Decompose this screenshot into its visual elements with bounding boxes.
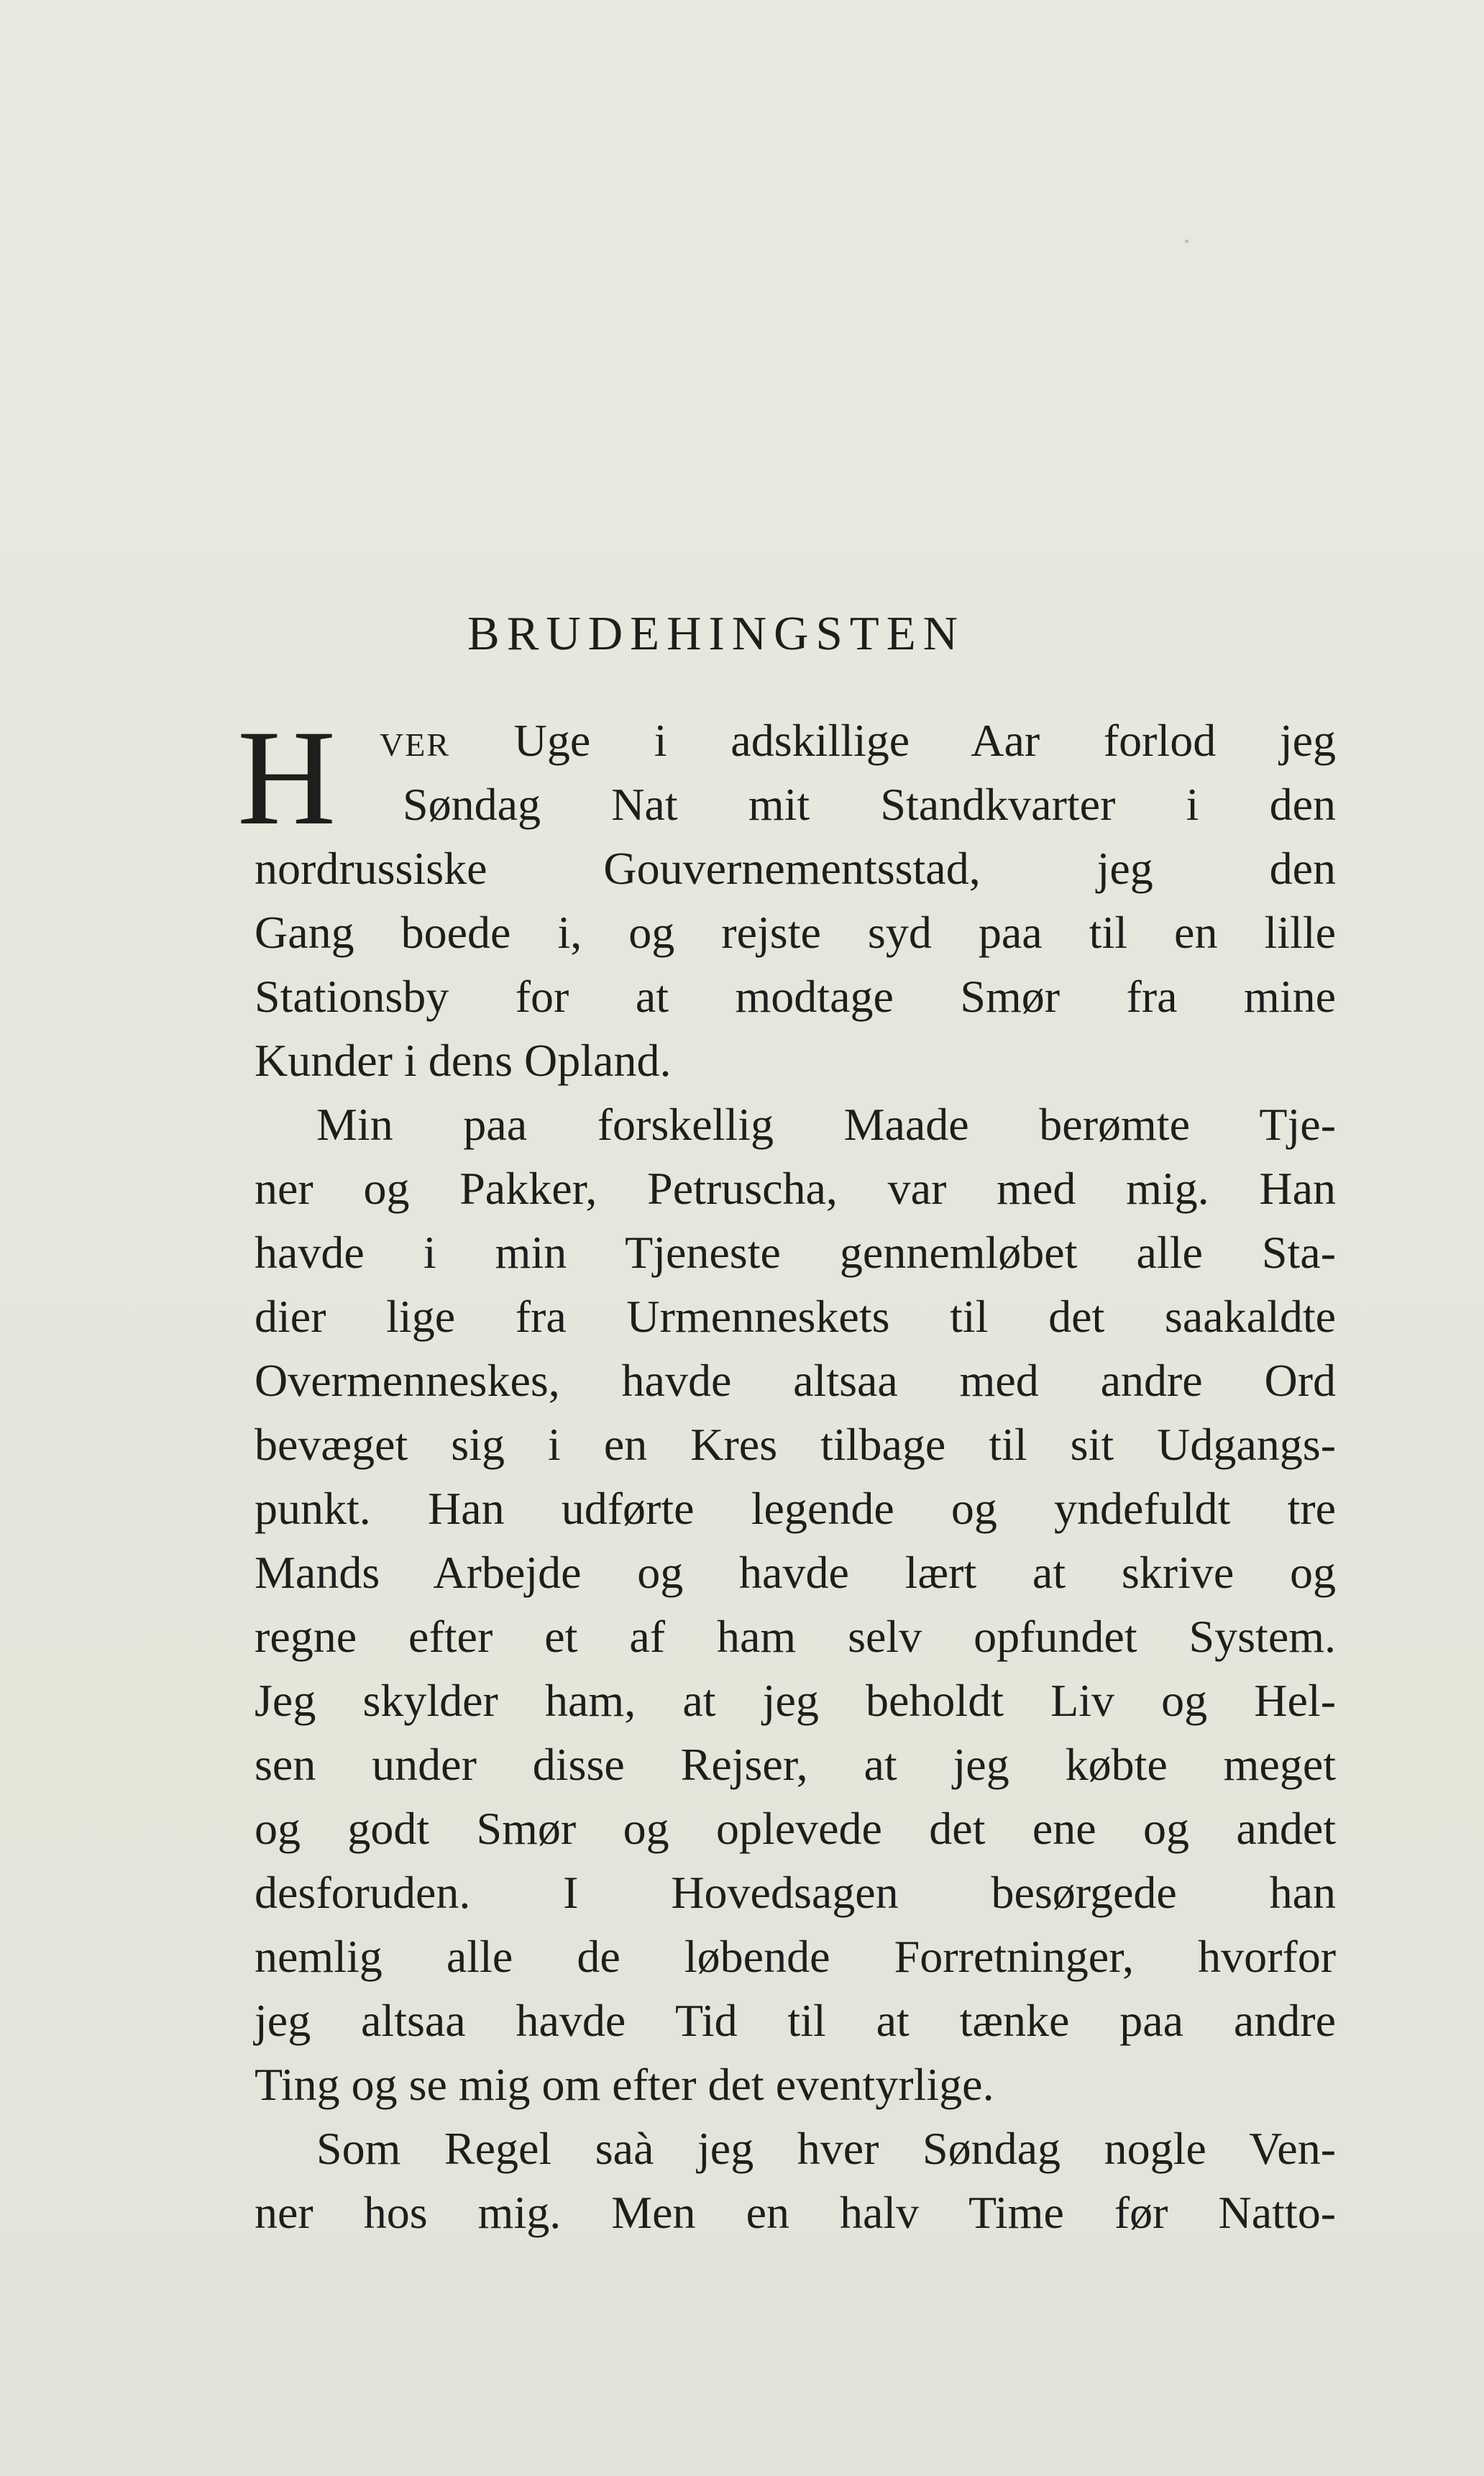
chapter-title: BRUDEHINGSTEN bbox=[467, 607, 966, 660]
small-caps-word: VER bbox=[380, 726, 450, 763]
text-line-2: Søndag Nat mit Standkvarter i den bbox=[403, 779, 1336, 830]
text-line-16: Jeg skylder ham, at jeg beholdt Liv og Hel- bbox=[255, 1675, 1336, 1726]
text-line-11: Overmenneskes, havde altsaa med andre Ord bbox=[255, 1355, 1336, 1406]
text-line-7: Min paa forskellig Maade berømte Tje- bbox=[316, 1099, 1336, 1150]
text-line-24: ner hos mig. Men en halv Time før Natto- bbox=[255, 2187, 1336, 2238]
text-line-14: Mands Arbejde og havde lært at skrive og bbox=[255, 1547, 1336, 1598]
text-line-17: sen under disse Rejser, at jeg købte meget bbox=[255, 1739, 1336, 1790]
text-line-23: Som Regel saà jeg hver Søndag nogle Ven- bbox=[316, 2123, 1336, 2174]
text-line-1 bbox=[380, 715, 1336, 766]
text-line-13: punkt. Han udførte legende og yndefuldt tre bbox=[255, 1483, 1336, 1534]
text-line-15: regne efter et af ham selv opfundet System. bbox=[255, 1611, 1336, 1662]
first-line-rest: Uge i adskillige Aar forlod jeg bbox=[513, 715, 1336, 766]
text-line-4: Gang boede i, og rejste syd paa til en lille bbox=[255, 907, 1336, 958]
text-line-20: nemlig alle de løbende Forretninger, hvorfor bbox=[255, 1931, 1336, 1982]
text-line-8: ner og Pakker, Petruscha, var med mig. Han bbox=[255, 1163, 1336, 1214]
text-line-19: desforuden. I Hovedsagen besørgede han bbox=[255, 1867, 1336, 1918]
text-line-10: dier lige fra Urmenneskets til det saakaldte bbox=[255, 1291, 1336, 1342]
text-line-12: bevæget sig i en Kres tilbage til sit Udgangs- bbox=[255, 1419, 1336, 1470]
text-line-21: jeg altsaa havde Tid til at tænke paa andre bbox=[255, 1995, 1336, 2046]
text-line-9: havde i min Tjeneste gennemløbet alle Sta- bbox=[255, 1227, 1336, 1278]
text-line-6: Kunder i dens Opland. bbox=[255, 1035, 672, 1086]
paper-speck bbox=[1185, 239, 1188, 243]
text-line-18: og godt Smør og oplevede det ene og andet bbox=[255, 1803, 1336, 1854]
text-line-22: Ting og se mig om efter det eventyrlige. bbox=[255, 2059, 994, 2110]
drop-cap: H bbox=[237, 703, 336, 854]
text-line-5: Stationsby for at modtage Smør fra mine bbox=[255, 971, 1336, 1022]
text-line-3: nordrussiske Gouvernementsstad, jeg den bbox=[255, 843, 1336, 894]
